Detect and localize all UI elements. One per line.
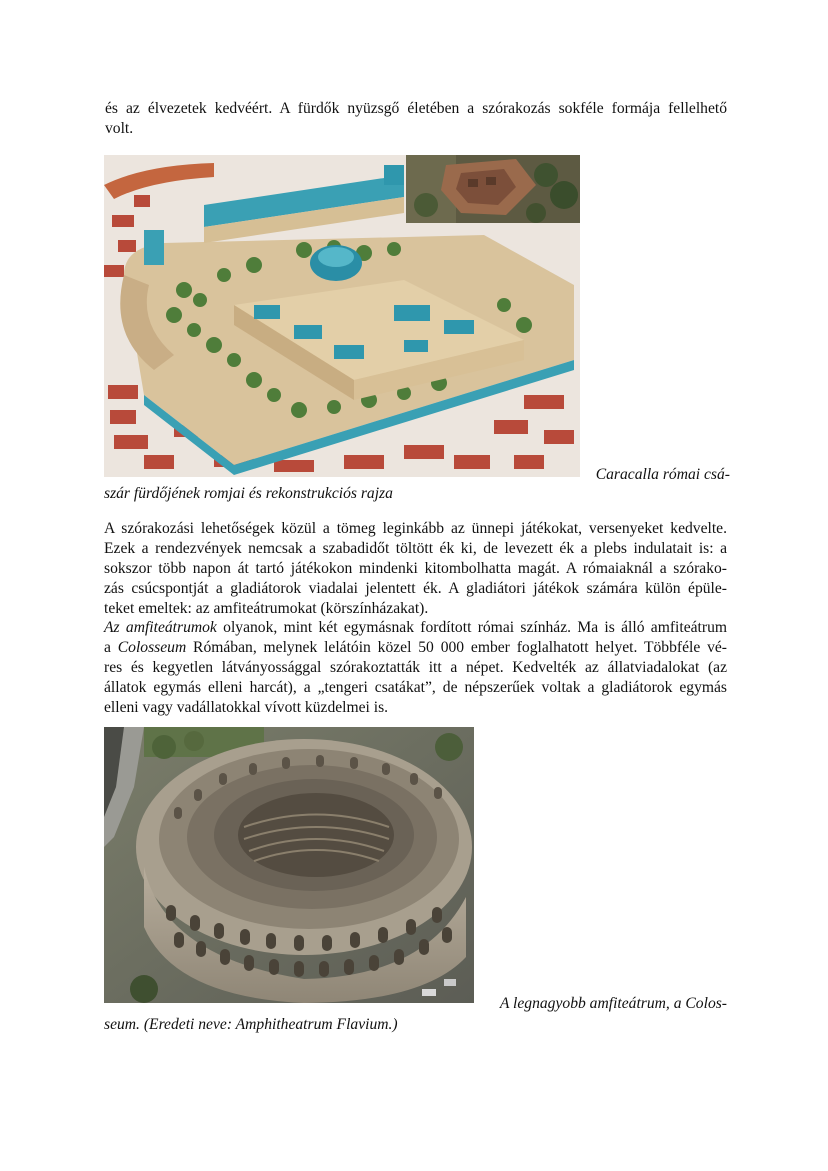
paragraph1-line-4: zás csúcspontját a gladiátorok viadalai jelentett ék. A gladiátori játékok számára külön épüle- xyxy=(104,580,727,597)
paragraph2-line-1 xyxy=(104,618,727,638)
caracalla-ruins-photo xyxy=(406,155,580,223)
caracalla-baths-illustration xyxy=(104,155,580,477)
intro-line-1: és az élvezetek kedvéért. A fürdők nyüzsgő életében a szórakozás sokféle formája fellelhető xyxy=(105,100,727,117)
intro-line-2: volt. xyxy=(105,120,134,137)
paragraph2-line-2 xyxy=(104,638,727,658)
paragraph2-line-2-rest: Rómában, melynek lelátóin közel 50 000 ember foglalhatott helyet. Többféle vé- xyxy=(186,639,727,656)
term-amfiteatrumok: Az amfiteátrumok xyxy=(104,619,217,636)
paragraph1-line-2: Ezek a rendezvények nemcsak a szabadidőt töltött ék ki, de levezett ék a plebs indulatait is: a xyxy=(104,540,727,557)
colosseum-aerial-image xyxy=(104,727,474,1003)
figure2-caption-part1: A legnagyobb amfiteátrum, a Colos- xyxy=(499,995,727,1012)
paragraph2-line-4: állatok egymás elleni harcát), a „tengeri csatákat”, de népszerűek voltak a gladiátorok egymás xyxy=(104,679,727,696)
term-colosseum: Colosseum xyxy=(117,639,187,656)
paragraph1-line-1: A szórakozási lehetőségek közül a tömeg leginkább az ünnepi játékokat, versenyeket kedvelte. xyxy=(104,520,727,537)
paragraph1-line-3: sokszor több napon át tartó játékokon mindenki kitombolhatta magát. A rómaiaknál a szórako- xyxy=(104,560,727,577)
paragraph1-line-5: teket emeltek: az amfiteátrumokat (körszínházakat). xyxy=(104,600,429,617)
figure1-caption-part1: Caracalla római csá- xyxy=(595,466,730,483)
figure1-caption-part2: szár fürdőjének romjai és rekonstrukciós rajza xyxy=(104,485,393,502)
figure2-caption-part2: seum. (Eredeti neve: Amphitheatrum Flavium.) xyxy=(104,1016,398,1033)
paragraph2-line-5: elleni vagy vadállatokkal vívott küzdelmei is. xyxy=(104,699,389,716)
paragraph2-line-2-pre: a xyxy=(104,639,118,656)
colosseum-photo xyxy=(104,727,474,1003)
paragraph2-line-3: res és kegyetlen látványossággal szórakoztatták itt a népet. Kedvelték az állatviadalokat (az xyxy=(104,659,727,676)
paragraph2-line-1-rest: olyanok, mint két egymásnak fordított római színház. Ma is álló amfiteátrum xyxy=(216,619,728,636)
